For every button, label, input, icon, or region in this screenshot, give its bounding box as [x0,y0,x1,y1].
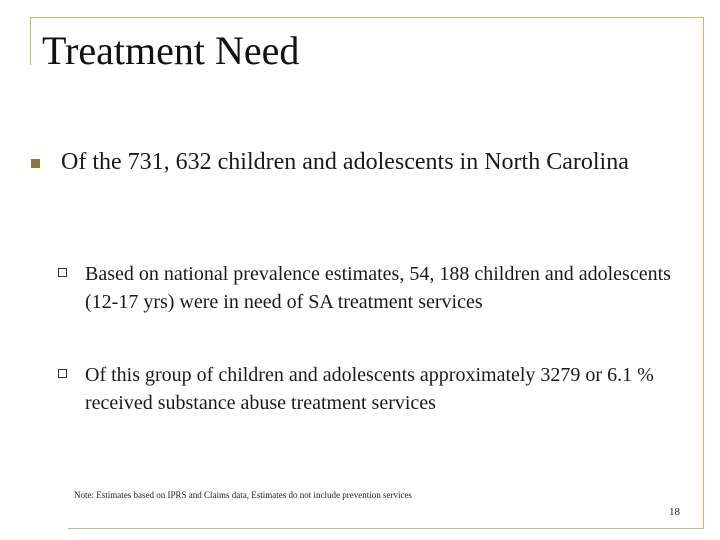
sub-bullet-text: Of this group of children and adolescents approximately 3279 or 6.1 % received substance abuse treatment services [85,364,654,414]
slide-title: Treatment Need [42,28,300,73]
slide-frame-right-line [703,17,704,528]
main-bullet-text: Of the 731, 632 children and adolescents in North Carolina [61,149,629,175]
hollow-square-bullet-icon [58,369,67,378]
slide-frame-top-line [30,17,704,18]
hollow-square-bullet-icon [58,268,67,277]
page-number: 18 [669,506,680,518]
footnote: Note: Estimates based on IPRS and Claims data, Estimates do not include prevention services [74,490,412,500]
square-bullet-icon [31,159,40,168]
slide-frame-left-line [30,17,31,65]
sub-bullet-text: Based on national prevalence estimates, 54, 188 children and adolescents (12-17 yrs) were in need of SA treatment services [85,263,671,313]
slide-frame-bottom-line [68,528,704,529]
